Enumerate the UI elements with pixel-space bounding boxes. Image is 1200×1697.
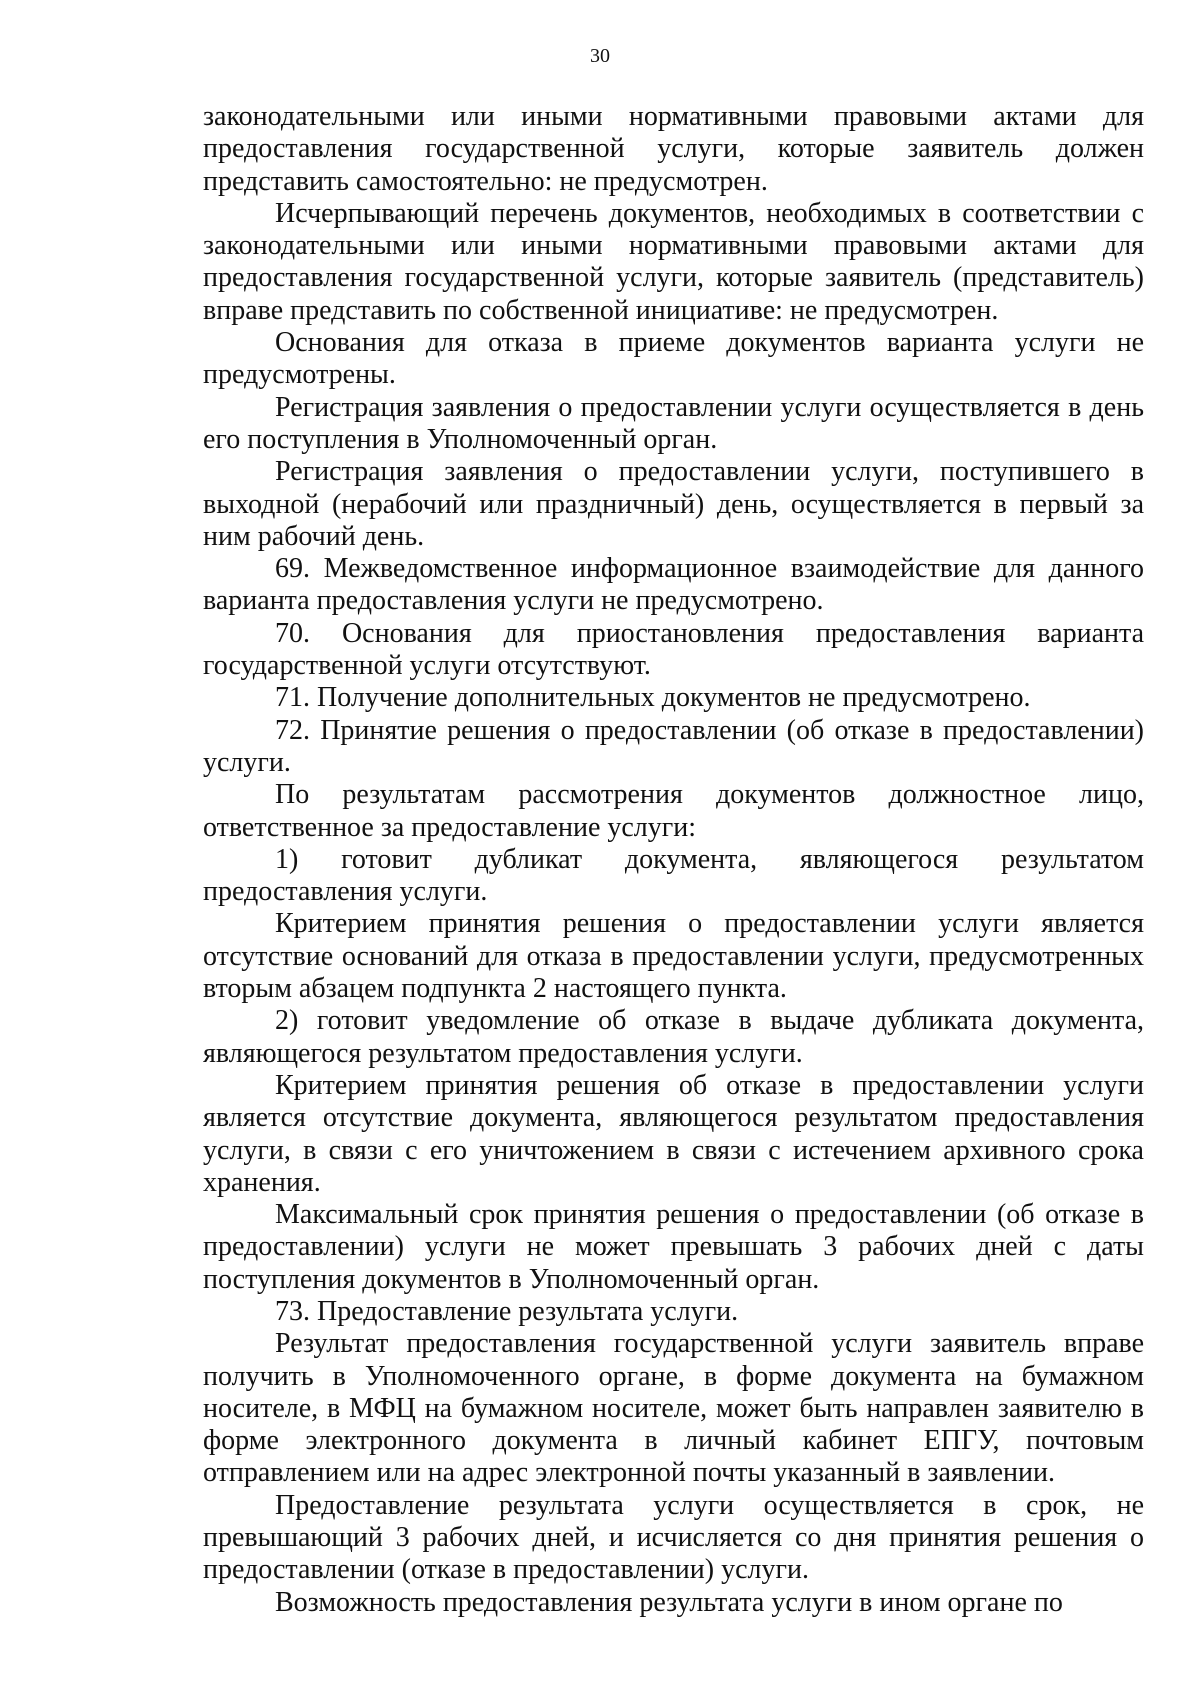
document-body: [203, 101, 1144, 1619]
paragraph-other-body: Возможность предоставления результата услуги в ином органе по: [275, 1586, 1063, 1618]
paragraph-subitem-2: 2) готовит уведомление об отказе в выдаче дубликата документа, являющегося результатом предоставления услуги.: [203, 1005, 1144, 1069]
paragraph-subitem-1: 1) готовит дубликат документа, являющегося результатом предоставления услуги.: [203, 843, 1144, 908]
paragraph-item-71: 71. Получение дополнительных документов не предусмотрено.: [275, 682, 1031, 714]
paragraph-item-70: 70. Основания для приостановления предоставления варианта государственной услуги отсутствуют.: [203, 617, 1144, 682]
paragraph-registration: Регистрация заявления о предоставлении услуги осуществляется в день его поступления в Уполномоченный орган.: [203, 391, 1144, 455]
paragraph-result-term: Предоставление результата услуги осуществляется в срок, не превышающий 3 рабочих дней, и исчисляется со дня принятия решения о предоставлении (отказе в предоставлении) услуги.: [203, 1489, 1144, 1586]
paragraph-item-72: 72. Принятие решения о предоставлении (об отказе в предоставлении) услуги.: [203, 714, 1144, 778]
paragraph-continuation: законодательными или иными нормативными правовыми актами для предоставления государственной услуги, которые заявитель должен представить самостоятельно: не предусмотрен.: [203, 101, 1144, 197]
paragraph-refusal-criterion: Критерием принятия решения об отказе в предоставлении услуги является отсутствие документа, являющегося результатом предоставления услуги, в связи с его уничтожением в связи с истечением архивного срока хранения.: [203, 1069, 1144, 1198]
paragraph-max-term: Максимальный срок принятия решения о предоставлении (об отказе в предоставлении) услуги не может превышать 3 рабочих дней с даты поступления документов в Уполномоченный орган.: [203, 1199, 1144, 1295]
paragraph-item-73: 73. Предоставление результата услуги.: [275, 1295, 739, 1327]
paragraph-result-delivery: Результат предоставления государственной услуги заявитель вправе получить в Уполномоченного органе, в форме документа на бумажном носителе, в МФЦ на бумажном носителе, может быть направлен заявителю в форме электронного документа в личный кабинет ЕПГУ, почтовым отправлением или на адрес электронной почты указанный в заявлении.: [203, 1328, 1144, 1489]
paragraph-refusal-grounds: Основания для отказа в приеме документов варианта услуги не предусмотрены.: [203, 327, 1144, 391]
paragraph-registration-holiday: Регистрация заявления о предоставлении услуги, поступившего в выходной (нерабочий или праздничный) день, осуществляется в первый за ним рабочий день.: [203, 456, 1144, 552]
paragraph-approval-criterion: Критерием принятия решения о предоставлении услуги является отсутствие оснований для отказа в предоставлении услуги, предусмотренных вторым абзацем подпункта 2 настоящего пункта.: [203, 908, 1144, 1005]
paragraph-review-results: По результатам рассмотрения документов должностное лицо, ответственное за предоставление услуги:: [203, 779, 1144, 843]
paragraph-optional-documents: Исчерпывающий перечень документов, необходимых в соответствии с законодательными или иными нормативными правовыми актами для предоставления государственной услуги, которые заявитель (представитель) вправе представить по собственной инициативе: не предусмотрен.: [203, 197, 1144, 326]
page-number: 30: [590, 45, 610, 67]
paragraph-item-69: 69. Межведомственное информационное взаимодействие для данного варианта предоставления услуги не предусмотрено.: [203, 553, 1144, 617]
